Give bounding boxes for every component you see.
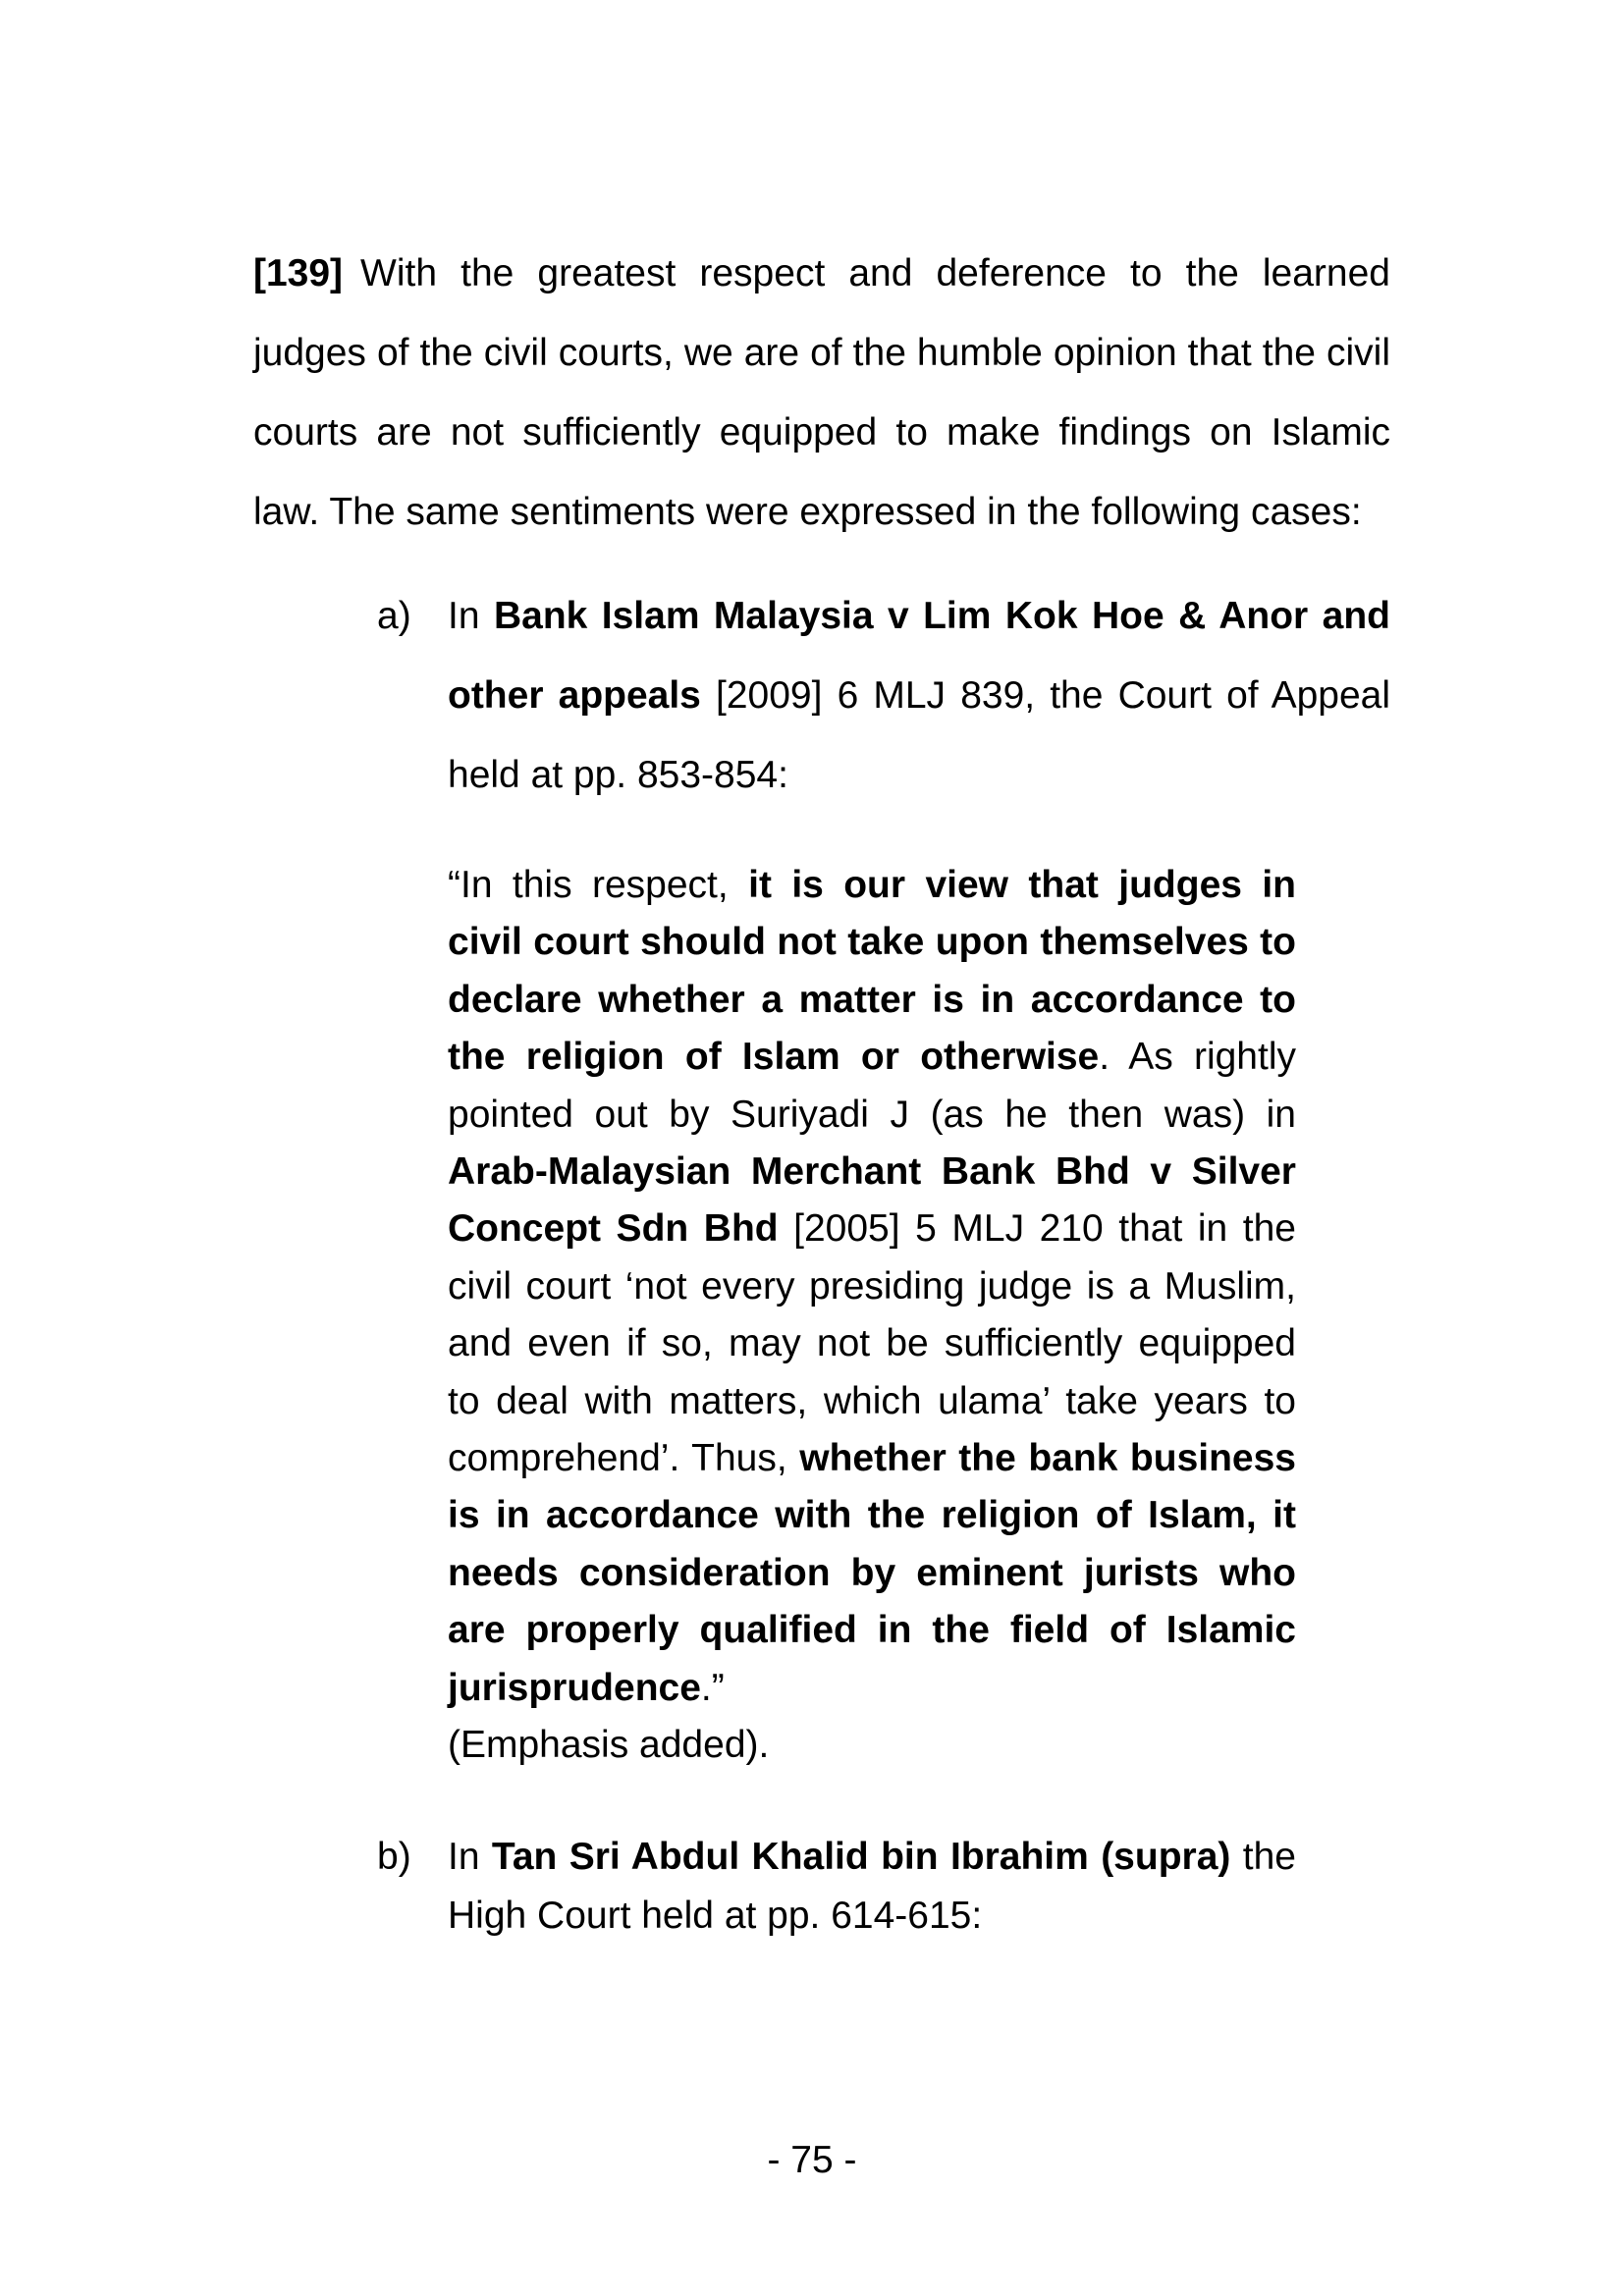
quote-segment-2: . As rightly pointed out by Suriyadi J (as he then was) in (448, 1036, 1297, 1136)
block-quote (448, 857, 1296, 1717)
item-a-citation: [2009] 6 MLJ 839, the Court of Appeal held at pp. 853-854: (448, 674, 1391, 796)
list-marker-b: b) (377, 1836, 411, 1878)
quote-emphasis-2: whether the bank business is in accordance with the religion of Islam, it needs consideration by eminent jurists who are properly qualified in the field of Islamic jurisprudence (448, 1437, 1296, 1709)
list-marker-a: a) (377, 595, 411, 637)
item-a-prefix: In (448, 595, 494, 637)
quote-segment-3: [2005] 5 MLJ 210 that in the civil court ‘not every presiding judge is a Muslim, and even if so, may not be sufficiently equipped to deal with matters, which ulama’ take years to comprehend’. Thus, (448, 1207, 1296, 1480)
quote-segment-4: .” (700, 1666, 725, 1709)
list-item-a (448, 576, 1390, 815)
case-name-arab-malaysian: Arab-Malaysian Merchant Bank Bhd v Silver Concept Sdn Bhd (448, 1150, 1296, 1251)
list-item-b (448, 1828, 1296, 1946)
quote-emphasis-1: it is our view that judges in civil court should not take upon themselves to declare whether a matter is in accordance to the religion of Islam or otherwise (448, 864, 1296, 1079)
case-name-tan-sri: Tan Sri Abdul Khalid bin Ibrahim (supra) (491, 1836, 1231, 1878)
quote-segment-1: “In this respect, (448, 864, 749, 906)
paragraph-number: [139] (253, 252, 344, 294)
page-number: - 75 - (767, 2139, 857, 2181)
paragraph-139-text: With the greatest respect and deference to the learned judges of the civil courts, we are of the humble opinion that the civil courts are not sufficiently equipped to make findings on Islamic law. The same sentiments were expressed in the following cases: (253, 252, 1390, 533)
emphasis-note: (Emphasis added). (448, 1724, 770, 1766)
item-b-prefix: In (448, 1836, 492, 1878)
item-b-text: the High Court held at pp. 614-615: (448, 1836, 1296, 1937)
case-name-bank-islam: Bank Islam Malaysia v Lim Kok Hoe & Anor and other appeals (448, 595, 1390, 717)
paragraph-139 (253, 234, 1390, 552)
